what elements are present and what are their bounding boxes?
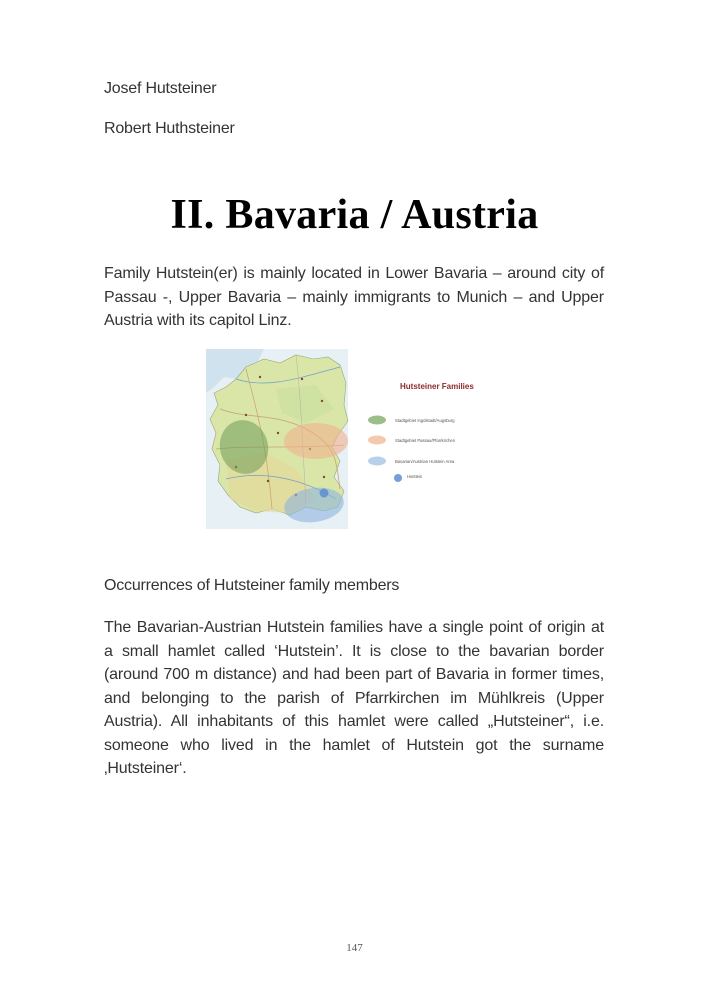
map-figure xyxy=(206,349,510,529)
author-name-1: Josef Hutsteiner xyxy=(104,80,217,97)
author-name-2: Robert Huthsteiner xyxy=(104,120,235,137)
chapter-title: II. Bavaria / Austria xyxy=(170,192,539,238)
legend-item xyxy=(368,416,455,425)
section-heading: Occurrences of Hutsteiner family members xyxy=(104,577,400,594)
region-orange-ellipse xyxy=(284,423,348,459)
map-legend-title: Hutsteiner Families xyxy=(400,382,474,391)
legend-item xyxy=(394,474,423,482)
page-number: 147 xyxy=(346,942,363,954)
legend-label: Stadtgebiet Passau/Pfarrkirchen xyxy=(395,438,456,443)
germany-map-image xyxy=(206,349,510,529)
body-paragraph: The Bavarian-Austrian Hutstein families have a single point of origin at a small hamlet called ‘Hutstein’. It is close to the bavarian border (around 700 m distance) and had been part of Bavaria in former times, and belonging to the parish of Pfarrkirchen im Mühlkreis (Upper Austria). All inhabitants of this hamlet were called „Hutsteiner“, i.e. someone who lived in the hamlet of Hutstein got the surname ‚Hutsteiner‘. xyxy=(104,619,604,777)
legend-item xyxy=(368,436,456,445)
legend-label: Bavarian/Austrian Hutstein Area xyxy=(395,459,455,464)
legend-label: Hutstein xyxy=(407,474,423,479)
intro-paragraph: Family Hutstein(er) is mainly located in Lower Bavaria – around city of Passau -, Upper Bavaria – mainly immigrants to Munich – and Upper Austria with its capitol Linz. xyxy=(104,265,604,329)
hutstein-dot xyxy=(320,489,329,498)
legend-label: Stadtgebiet Ingolstadt/Augsburg xyxy=(395,418,455,423)
legend-item xyxy=(368,457,455,466)
